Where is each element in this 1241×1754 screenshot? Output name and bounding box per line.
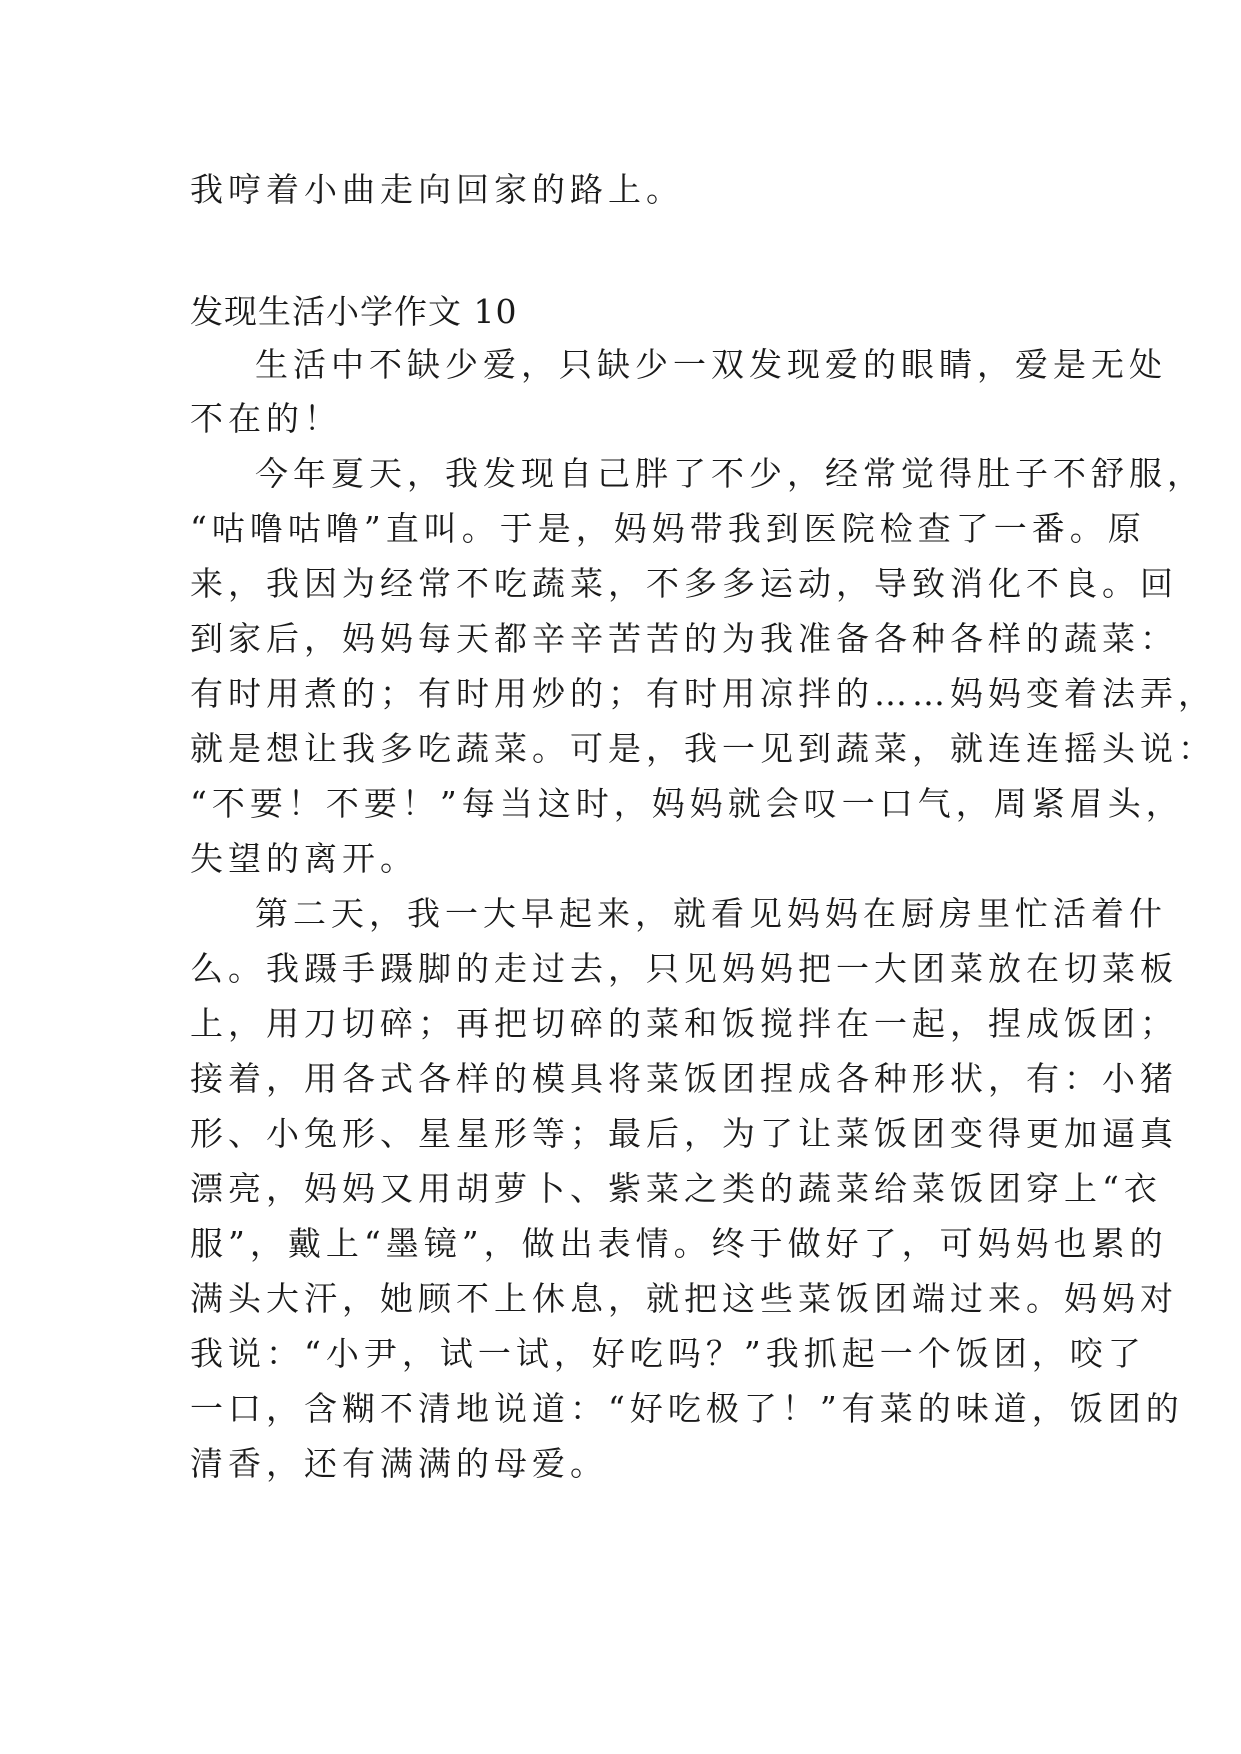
- essay-title: 发现生活小学作文 10: [190, 292, 518, 331]
- paragraph-line: “咕噜咕噜”直叫。于是，妈妈带我到医院检查了一番。原: [190, 509, 1146, 548]
- paragraph-line: 么。我蹑手蹑脚的走过去，只见妈妈把一大团菜放在切菜板: [190, 949, 1178, 988]
- paragraph-line: 来，我因为经常不吃蔬菜，不多多运动，导致消化不良。回: [190, 564, 1178, 603]
- paragraph-line: 不在的！: [190, 399, 342, 438]
- paragraph-line: 今年夏天，我发现自己胖了不少，经常觉得肚子不舒服，: [255, 454, 1205, 493]
- paragraph-line: 接着，用各式各样的模具将菜饭团捏成各种形状，有：小猪: [190, 1059, 1178, 1098]
- paragraph-line: 就是想让我多吃蔬菜。可是，我一见到蔬菜，就连连摇头说：: [190, 729, 1216, 768]
- paragraph-line: 失望的离开。: [190, 839, 418, 878]
- paragraph-line: “不要！不要！”每当这时，妈妈就会叹一口气，周紧眉头，: [190, 784, 1184, 823]
- paragraph-line: 上，用刀切碎；再把切碎的菜和饭搅拌在一起，捏成饭团；: [190, 1004, 1178, 1043]
- paragraph-line: 到家后，妈妈每天都辛辛苦苦的为我准备各种各样的蔬菜：: [190, 619, 1178, 658]
- paragraph-line: 生活中不缺少爱，只缺少一双发现爱的眼睛，爱是无处: [255, 345, 1167, 384]
- paragraph-line: 服”，戴上“墨镜”，做出表情。终于做好了，可妈妈也累的: [190, 1224, 1168, 1263]
- previous-essay-ending: 我哼着小曲走向回家的路上。: [190, 170, 684, 209]
- paragraph-line: 我说：“小尹，试一试，好吃吗？”我抓起一个饭团，咬了: [190, 1334, 1146, 1373]
- paragraph-line: 一口，含糊不清地说道：“好吃极了！”有菜的味道，饭团的: [190, 1389, 1184, 1428]
- paragraph-line: 漂亮，妈妈又用胡萝卜、紫菜之类的蔬菜给菜饭团穿上“衣: [190, 1169, 1162, 1208]
- paragraph-line: 有时用煮的；有时用炒的；有时用凉拌的……妈妈变着法弄，: [190, 674, 1216, 713]
- paragraph-line: 满头大汗，她顾不上休息，就把这些菜饭团端过来。妈妈对: [190, 1279, 1178, 1318]
- paragraph-line: 形、小兔形、星星形等；最后，为了让菜饭团变得更加逼真: [190, 1114, 1178, 1153]
- paragraph-line: 第二天，我一大早起来，就看见妈妈在厨房里忙活着什: [255, 894, 1167, 933]
- paragraph-line: 清香，还有满满的母爱。: [190, 1444, 608, 1483]
